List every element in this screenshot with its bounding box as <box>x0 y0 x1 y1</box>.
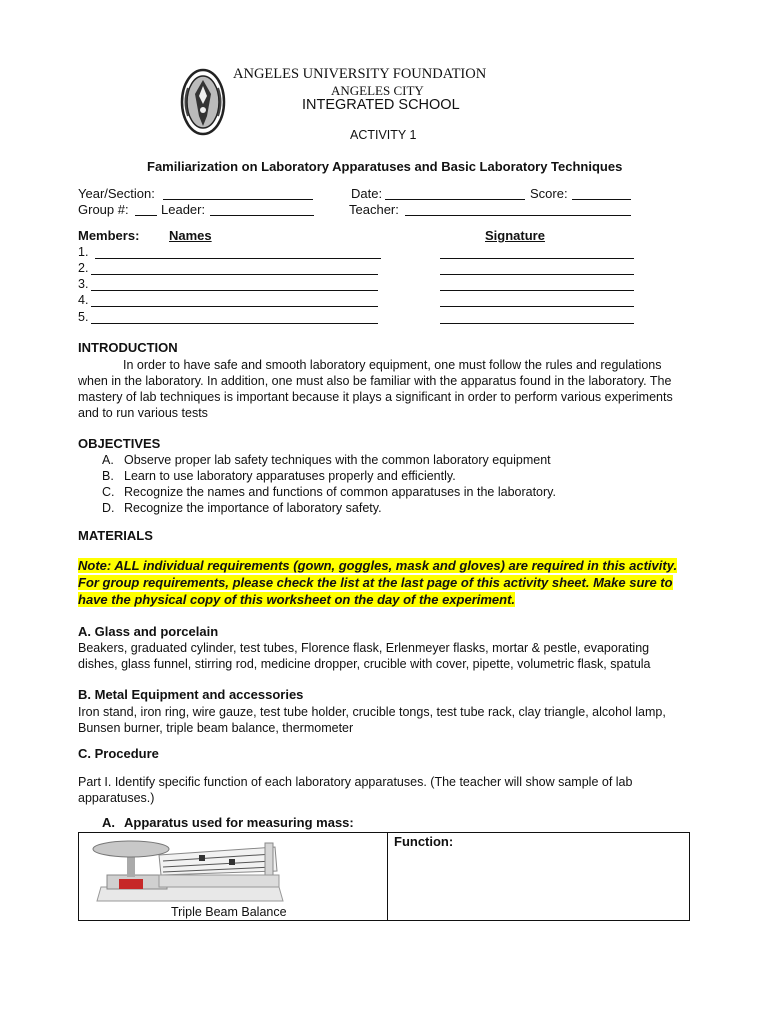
member-name-field[interactable] <box>91 323 378 324</box>
leader-field[interactable] <box>210 215 314 216</box>
city-name: ANGELES CITY <box>331 83 424 98</box>
page-title: Familiarization on Laboratory Apparatuses and Basic Laboratory Techniques <box>147 159 623 174</box>
member-signature-field[interactable] <box>440 258 634 259</box>
member-number: 1. <box>78 245 89 259</box>
member-number: 3. <box>78 277 89 291</box>
date-label: Date: <box>351 186 383 201</box>
school-name: INTEGRATED SCHOOL <box>302 97 460 113</box>
member-name-field[interactable] <box>91 306 378 307</box>
function-label: Function: <box>394 834 454 849</box>
signature-header: Signature <box>485 228 545 243</box>
materials-note-text: Note: ALL individual requirements (gown, goggles, mask and gloves) are required in this activity. For group requirements, please check the list at the last page of this activity sheet. Make sure to have the physical copy of this worksheet on the day of the experiment. <box>78 558 678 607</box>
member-number: 2. <box>78 261 89 275</box>
member-name-field[interactable] <box>95 258 381 259</box>
objective-text: Recognize the names and functions of common apparatuses in the laboratory. <box>124 485 556 499</box>
metal-heading: B. Metal Equipment and accessories <box>78 687 304 702</box>
member-signature-field[interactable] <box>440 323 634 324</box>
objective-text: Learn to use laboratory apparatuses properly and efficiently. <box>124 469 456 483</box>
table-divider <box>387 833 388 920</box>
leader-label: Leader: <box>161 202 206 217</box>
section-title: Apparatus used for measuring mass: <box>124 815 354 830</box>
triple-beam-balance-image <box>89 837 289 909</box>
objective-text: Recognize the importance of laboratory safety. <box>124 501 382 515</box>
objectives-heading: OBJECTIVES <box>78 436 161 451</box>
objective-letter: D. <box>102 501 115 515</box>
member-signature-field[interactable] <box>440 274 634 275</box>
names-header: Names <box>169 228 212 243</box>
function-answer-area[interactable] <box>391 853 685 917</box>
introduction-heading: INTRODUCTION <box>78 340 178 355</box>
procedure-part1: Part I. Identify specific function of each laboratory apparatuses. (The teacher will show sample of lab apparatuses.) <box>78 775 633 805</box>
member-name-field[interactable] <box>91 274 378 275</box>
score-label: Score: <box>530 186 568 201</box>
year-section-label: Year/Section: <box>78 186 155 201</box>
apparatus-table <box>78 832 690 921</box>
materials-heading: MATERIALS <box>78 528 153 543</box>
member-signature-field[interactable] <box>440 290 634 291</box>
image-caption: Triple Beam Balance <box>171 905 287 919</box>
introduction-text: In order to have safe and smooth laboratory equipment, one must follow the rules and regulations when in the laboratory. In addition, one must also be familiar with the apparatus found in the laboratory. The mastery of lab techniques is important because it plays a significant in order to perform various experiments and to run various tests <box>78 358 673 420</box>
member-number: 4. <box>78 293 89 307</box>
section-letter: A. <box>102 815 115 830</box>
year-section-field[interactable] <box>163 199 313 200</box>
objective-letter: A. <box>102 453 114 467</box>
members-label: Members: <box>78 228 140 243</box>
teacher-label: Teacher: <box>349 202 399 217</box>
university-name: ANGELES UNIVERSITY FOUNDATION <box>233 66 487 82</box>
group-label: Group #: <box>78 202 129 217</box>
glass-text: Beakers, graduated cylinder, test tubes, Florence flask, Erlenmeyer flasks, mortar & pestle, evaporating dishes, glass funnel, stirring rod, medicine dropper, crucible with cover, pipette, volumetric flask, spatula <box>78 641 651 671</box>
glass-heading: A. Glass and porcelain <box>78 624 219 639</box>
member-signature-field[interactable] <box>440 306 634 307</box>
score-field[interactable] <box>572 199 631 200</box>
school-seal-logo <box>180 68 226 136</box>
activity-number: ACTIVITY 1 <box>350 128 417 142</box>
procedure-heading: C. Procedure <box>78 746 159 761</box>
member-number: 5. <box>78 310 89 324</box>
objective-letter: C. <box>102 485 115 499</box>
date-field[interactable] <box>385 199 525 200</box>
group-field[interactable] <box>135 215 157 216</box>
objective-letter: B. <box>102 469 114 483</box>
materials-note <box>78 557 690 608</box>
teacher-field[interactable] <box>405 215 631 216</box>
metal-text: Iron stand, iron ring, wire gauze, test tube holder, crucible tongs, test tube rack, clay triangle, alcohol lamp, Bunsen burner, triple beam balance, thermometer <box>78 705 666 735</box>
member-name-field[interactable] <box>91 290 378 291</box>
objective-text: Observe proper lab safety techniques with the common laboratory equipment <box>124 453 551 467</box>
